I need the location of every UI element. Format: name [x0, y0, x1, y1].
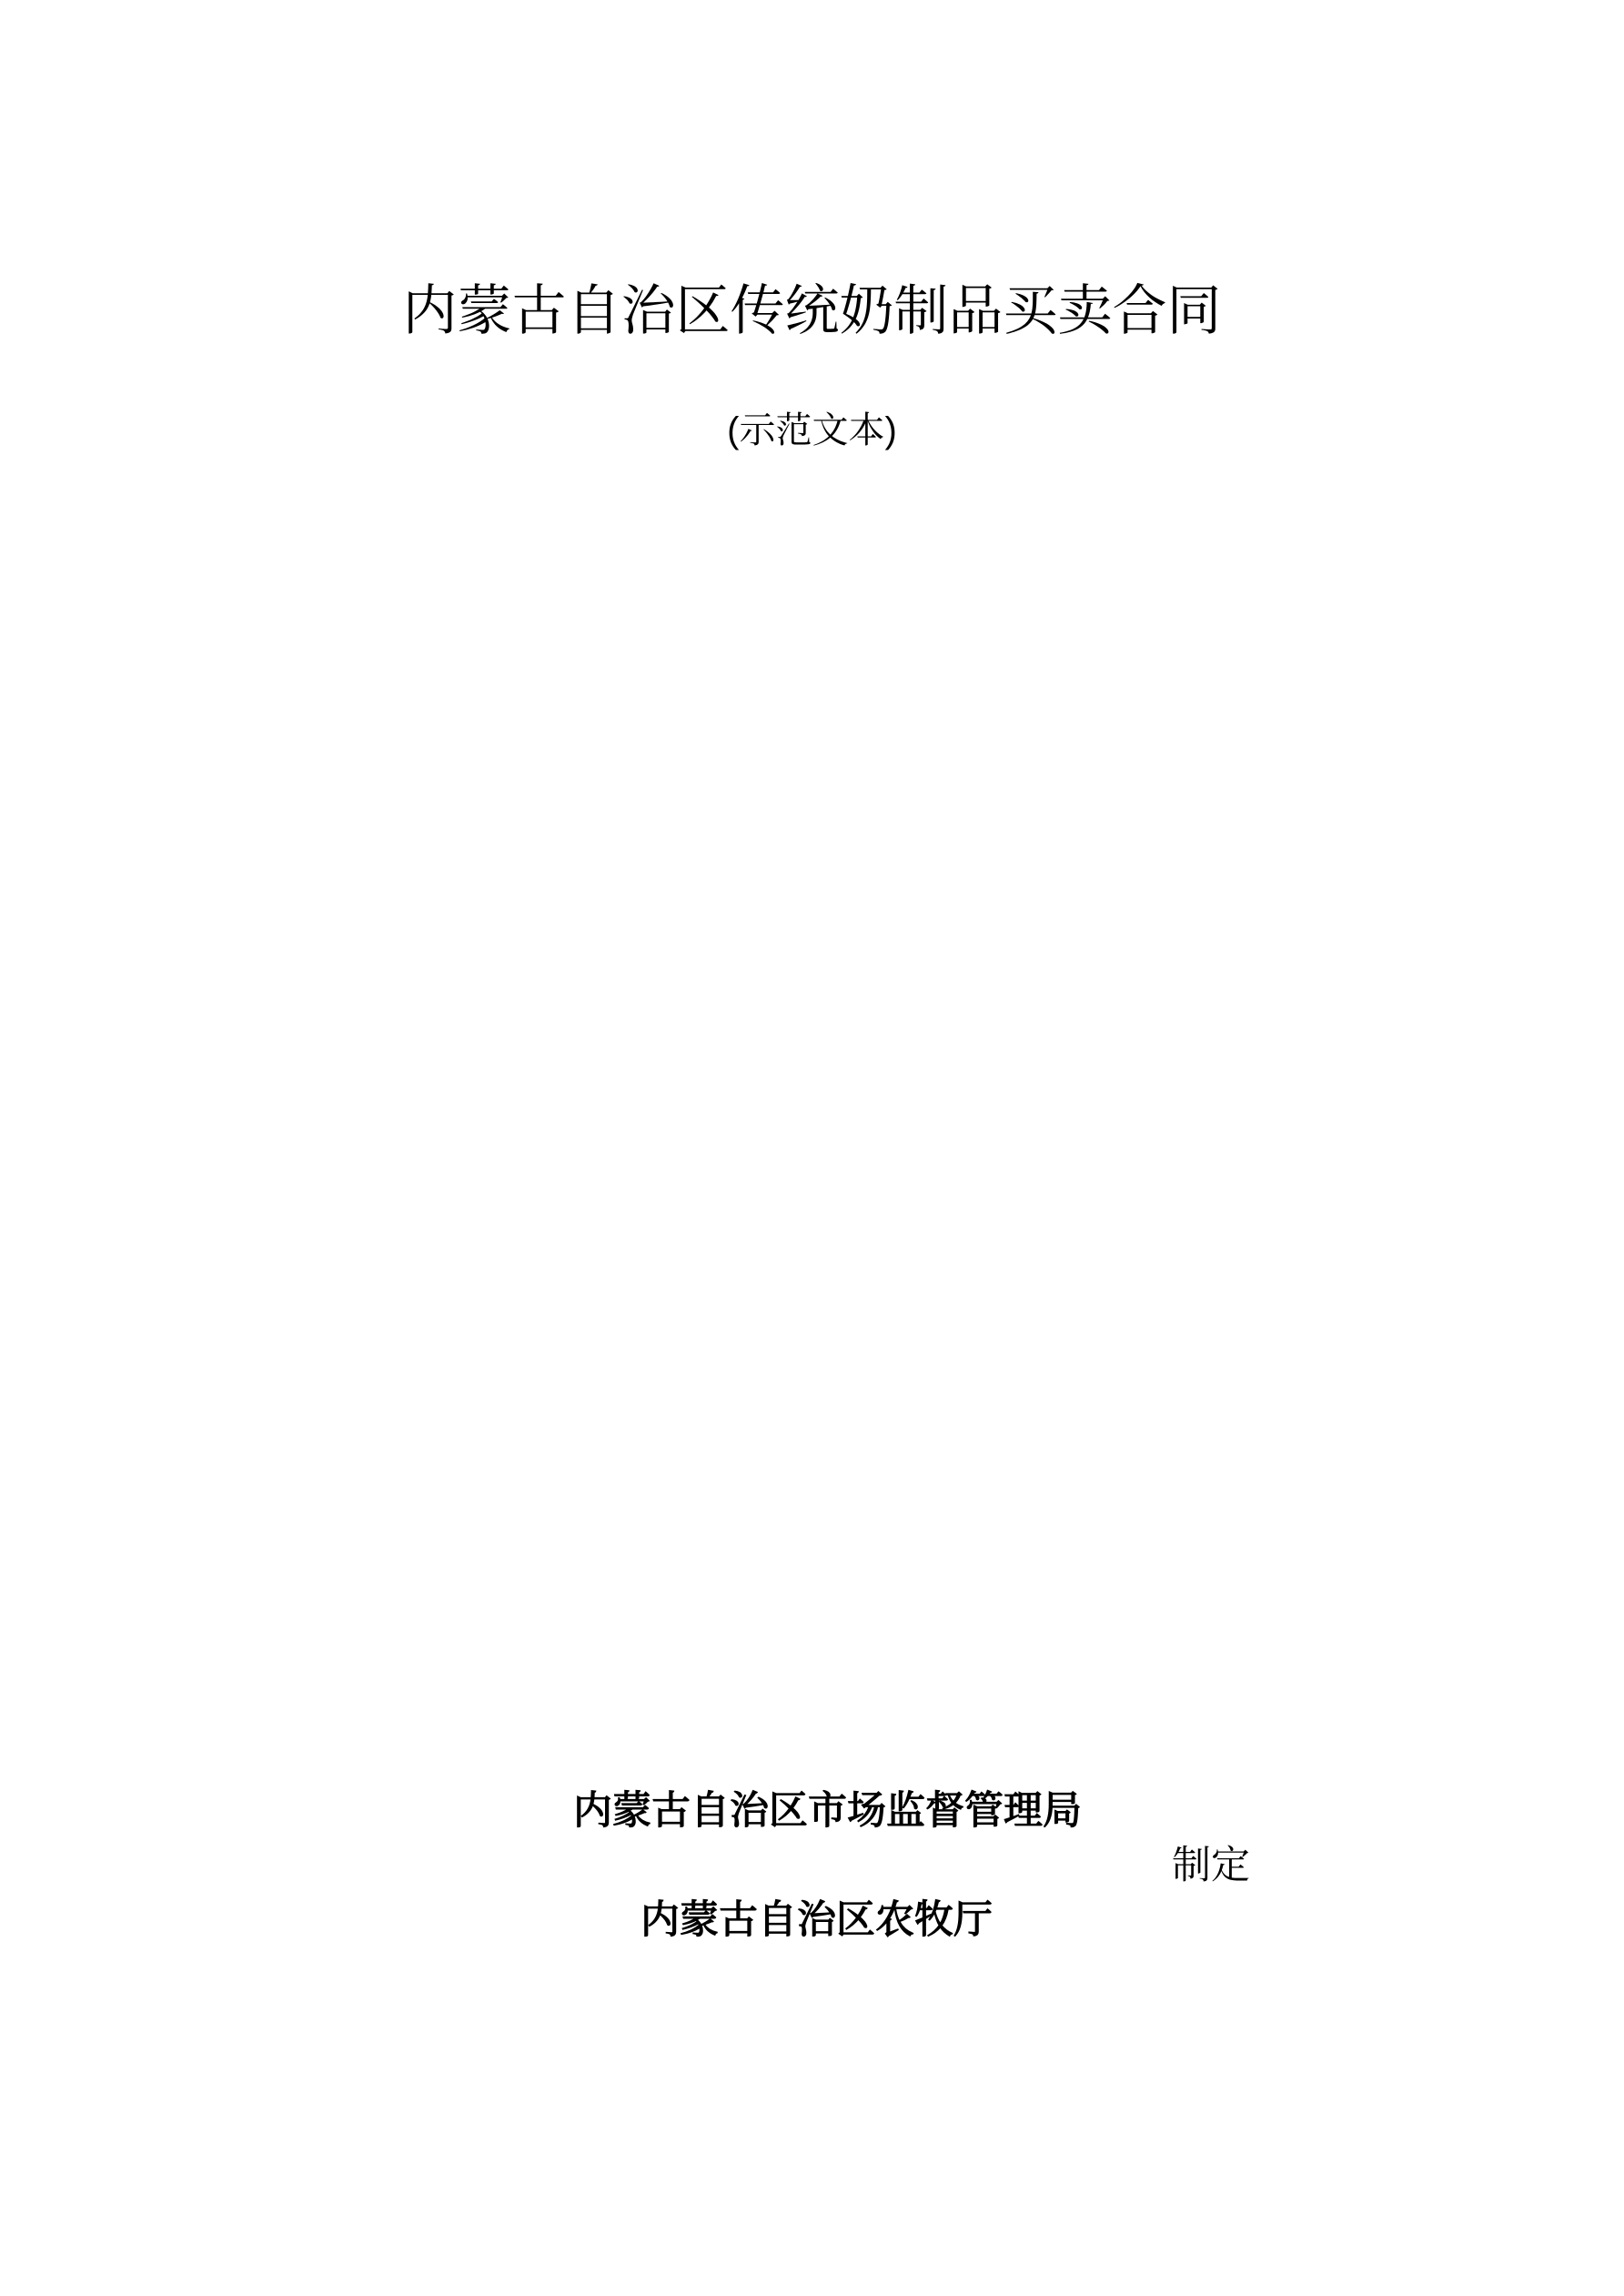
- contract-title: 内蒙古自治区传统奶制品买卖合同: [402, 280, 1222, 341]
- issuer-action-label: 制定: [1172, 1845, 1250, 1887]
- contract-subtitle: (示范文本): [727, 410, 897, 450]
- issuer-secondary: 内蒙古自治区农牧厅: [641, 1899, 993, 1942]
- issuer-primary: 内蒙古自治区市场监督管理局: [573, 1790, 1082, 1833]
